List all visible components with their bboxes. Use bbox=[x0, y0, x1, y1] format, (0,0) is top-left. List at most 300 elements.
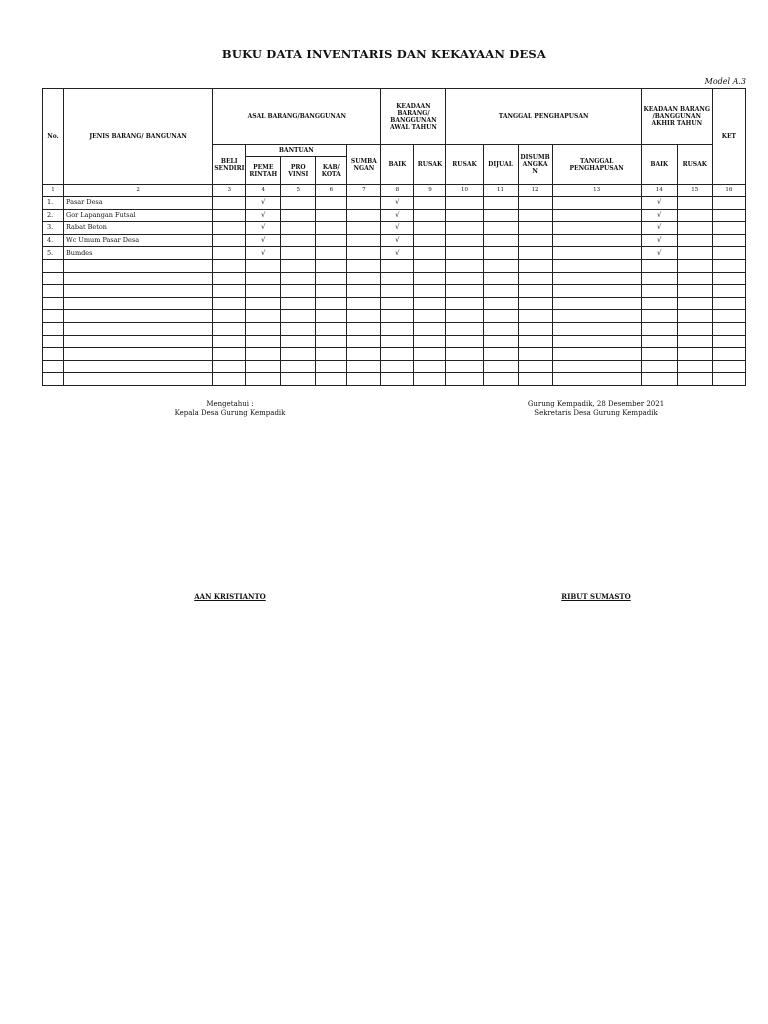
table-cell bbox=[246, 297, 281, 310]
table-cell bbox=[381, 285, 414, 298]
table-cell bbox=[483, 234, 518, 247]
table-cell bbox=[213, 209, 246, 222]
column-number: 8 bbox=[381, 185, 414, 197]
check-mark: √ bbox=[641, 209, 677, 222]
table-cell bbox=[641, 297, 677, 310]
table-cell bbox=[316, 297, 347, 310]
table-cell bbox=[213, 335, 246, 348]
table-cell bbox=[677, 234, 712, 247]
table-cell bbox=[677, 285, 712, 298]
table-cell bbox=[347, 297, 381, 310]
table-cell bbox=[213, 297, 246, 310]
signature-right-line2: Sekretaris Desa Gurung Kempadik bbox=[534, 409, 658, 417]
table-cell bbox=[446, 373, 483, 386]
header-beli-sendiri: BELI SENDIRI bbox=[213, 145, 246, 185]
table-cell bbox=[213, 247, 246, 260]
table-cell bbox=[483, 335, 518, 348]
table-cell bbox=[446, 209, 483, 222]
table-cell bbox=[712, 322, 745, 335]
row-number bbox=[43, 348, 64, 361]
table-cell bbox=[712, 209, 745, 222]
table-row bbox=[43, 222, 746, 235]
table-cell bbox=[446, 272, 483, 285]
table-cell bbox=[213, 222, 246, 235]
check-mark: √ bbox=[381, 247, 414, 260]
item-name bbox=[64, 310, 213, 323]
table-cell bbox=[712, 247, 745, 260]
table-cell bbox=[446, 285, 483, 298]
table-cell bbox=[483, 197, 518, 210]
row-number: 1. bbox=[43, 197, 64, 210]
check-mark: √ bbox=[246, 209, 281, 222]
row-number: 2. bbox=[43, 209, 64, 222]
header-jenis: JENIS BARANG/ BANGUNAN bbox=[64, 89, 213, 185]
table-cell bbox=[213, 285, 246, 298]
column-number: 9 bbox=[414, 185, 446, 197]
table-cell bbox=[281, 360, 316, 373]
table-cell bbox=[712, 348, 745, 361]
table-cell bbox=[552, 234, 641, 247]
table-cell bbox=[552, 373, 641, 386]
table-cell bbox=[518, 335, 552, 348]
row-number bbox=[43, 285, 64, 298]
table-cell bbox=[677, 335, 712, 348]
table-cell bbox=[414, 322, 446, 335]
header-sumbangan: SUMBA NGAN bbox=[347, 145, 381, 185]
table-cell bbox=[483, 222, 518, 235]
table-row bbox=[43, 285, 746, 298]
table-cell bbox=[246, 310, 281, 323]
column-number: 16 bbox=[712, 185, 745, 197]
table-cell bbox=[213, 259, 246, 272]
table-cell bbox=[414, 197, 446, 210]
row-number bbox=[43, 259, 64, 272]
column-number: 11 bbox=[483, 185, 518, 197]
table-cell bbox=[281, 222, 316, 235]
check-mark: √ bbox=[381, 234, 414, 247]
table-cell bbox=[316, 373, 347, 386]
header-asal: ASAL BARANG/BANGGUNAN bbox=[213, 89, 381, 145]
column-number: 1 bbox=[43, 185, 64, 197]
table-cell bbox=[281, 297, 316, 310]
row-number: 5. bbox=[43, 247, 64, 260]
table-cell bbox=[414, 348, 446, 361]
table-cell bbox=[641, 259, 677, 272]
table-cell bbox=[446, 335, 483, 348]
table-cell bbox=[246, 335, 281, 348]
column-number: 4 bbox=[246, 185, 281, 197]
table-cell bbox=[347, 335, 381, 348]
item-name bbox=[64, 322, 213, 335]
table-cell bbox=[518, 285, 552, 298]
inventory-table bbox=[42, 88, 746, 386]
item-name: Pasar Desa bbox=[64, 197, 213, 210]
table-cell bbox=[483, 373, 518, 386]
table-cell bbox=[641, 335, 677, 348]
table-cell bbox=[518, 272, 552, 285]
table-cell bbox=[446, 310, 483, 323]
table-cell bbox=[246, 360, 281, 373]
item-name bbox=[64, 272, 213, 285]
table-cell bbox=[347, 222, 381, 235]
table-row bbox=[43, 360, 746, 373]
table-cell bbox=[281, 247, 316, 260]
table-cell bbox=[316, 209, 347, 222]
table-cell bbox=[483, 247, 518, 260]
table-cell bbox=[213, 310, 246, 323]
table-cell bbox=[213, 373, 246, 386]
header-dijual: DIJUAL bbox=[483, 145, 518, 185]
table-cell bbox=[446, 297, 483, 310]
table-cell bbox=[381, 310, 414, 323]
table-cell bbox=[677, 310, 712, 323]
column-number-row bbox=[43, 185, 746, 197]
table-cell bbox=[712, 373, 745, 386]
check-mark: √ bbox=[381, 197, 414, 210]
table-cell bbox=[347, 272, 381, 285]
table-row bbox=[43, 335, 746, 348]
table-cell bbox=[414, 222, 446, 235]
table-cell bbox=[483, 310, 518, 323]
table-cell bbox=[641, 310, 677, 323]
table-cell bbox=[518, 322, 552, 335]
check-mark: √ bbox=[246, 247, 281, 260]
table-cell bbox=[483, 259, 518, 272]
table-cell bbox=[712, 310, 745, 323]
document-title: BUKU DATA INVENTARIS DAN KEKAYAAN DESA bbox=[221, 47, 547, 61]
table-cell bbox=[552, 348, 641, 361]
table-cell bbox=[281, 234, 316, 247]
signatory-right-name: RIBUT SUMASTO bbox=[561, 592, 631, 601]
table-row bbox=[43, 297, 746, 310]
table-cell bbox=[483, 209, 518, 222]
table-cell bbox=[316, 234, 347, 247]
column-number: 2 bbox=[64, 185, 213, 197]
table-cell bbox=[552, 272, 641, 285]
table-cell bbox=[316, 197, 347, 210]
table-cell bbox=[641, 285, 677, 298]
table-cell bbox=[316, 259, 347, 272]
check-mark: √ bbox=[641, 197, 677, 210]
table-cell bbox=[213, 197, 246, 210]
header-disumbangkan: DISUMB ANGKA N bbox=[518, 145, 552, 185]
table-cell bbox=[316, 272, 347, 285]
signature-right-line1: Gurung Kempadik, 28 Desember 2021 bbox=[527, 400, 665, 408]
check-mark: √ bbox=[246, 197, 281, 210]
item-name bbox=[64, 259, 213, 272]
column-number: 12 bbox=[518, 185, 552, 197]
table-cell bbox=[381, 335, 414, 348]
table-cell bbox=[281, 335, 316, 348]
table-row bbox=[43, 310, 746, 323]
item-name bbox=[64, 285, 213, 298]
header-keadaan-akhir: KEADAAN BARANG /BANGGUNAN AKHIR TAHUN bbox=[641, 89, 712, 145]
table-cell bbox=[483, 272, 518, 285]
table-cell bbox=[518, 234, 552, 247]
table-cell bbox=[712, 297, 745, 310]
table-cell bbox=[518, 247, 552, 260]
table-cell bbox=[518, 209, 552, 222]
table-cell bbox=[316, 222, 347, 235]
table-cell bbox=[246, 322, 281, 335]
check-mark: √ bbox=[246, 222, 281, 235]
table-cell bbox=[677, 373, 712, 386]
table-cell bbox=[281, 209, 316, 222]
table-cell bbox=[712, 222, 745, 235]
column-number: 14 bbox=[641, 185, 677, 197]
table-cell bbox=[641, 360, 677, 373]
table-cell bbox=[414, 247, 446, 260]
header-bantuan: BANTUAN bbox=[246, 145, 347, 157]
table-cell bbox=[446, 259, 483, 272]
table-cell bbox=[446, 234, 483, 247]
table-row bbox=[43, 373, 746, 386]
signature-left-line1: Mengetahui : bbox=[206, 400, 254, 408]
table-cell bbox=[414, 209, 446, 222]
table-cell bbox=[446, 322, 483, 335]
table-cell bbox=[677, 322, 712, 335]
item-name bbox=[64, 348, 213, 361]
table-cell bbox=[712, 259, 745, 272]
check-mark: √ bbox=[641, 247, 677, 260]
row-number bbox=[43, 373, 64, 386]
table-cell bbox=[316, 247, 347, 260]
table-cell bbox=[347, 209, 381, 222]
header-rusak-penghapusan: RUSAK bbox=[446, 145, 483, 185]
table-cell bbox=[414, 285, 446, 298]
table-row bbox=[43, 197, 746, 210]
column-number: 3 bbox=[213, 185, 246, 197]
table-cell bbox=[347, 348, 381, 361]
table-cell bbox=[712, 360, 745, 373]
table-cell bbox=[347, 322, 381, 335]
table-cell bbox=[281, 285, 316, 298]
table-cell bbox=[552, 197, 641, 210]
table-cell bbox=[246, 285, 281, 298]
column-number: 15 bbox=[677, 185, 712, 197]
table-cell bbox=[347, 310, 381, 323]
table-cell bbox=[316, 285, 347, 298]
column-number: 7 bbox=[347, 185, 381, 197]
table-cell bbox=[246, 272, 281, 285]
table-cell bbox=[347, 373, 381, 386]
table-cell bbox=[712, 272, 745, 285]
table-cell bbox=[316, 310, 347, 323]
table-cell bbox=[483, 297, 518, 310]
table-cell bbox=[518, 297, 552, 310]
table-cell bbox=[446, 197, 483, 210]
table-cell bbox=[552, 209, 641, 222]
row-number bbox=[43, 322, 64, 335]
table-cell bbox=[712, 197, 745, 210]
table-cell bbox=[281, 272, 316, 285]
check-mark: √ bbox=[641, 234, 677, 247]
table-cell bbox=[347, 259, 381, 272]
check-mark: √ bbox=[641, 222, 677, 235]
table-cell bbox=[677, 360, 712, 373]
table-cell bbox=[552, 335, 641, 348]
table-cell bbox=[414, 234, 446, 247]
table-cell bbox=[281, 348, 316, 361]
table-cell bbox=[552, 322, 641, 335]
table-cell bbox=[483, 360, 518, 373]
table-cell bbox=[641, 373, 677, 386]
table-cell bbox=[246, 348, 281, 361]
table-cell bbox=[414, 335, 446, 348]
item-name: Bumdes bbox=[64, 247, 213, 260]
table-cell bbox=[381, 322, 414, 335]
table-cell bbox=[381, 297, 414, 310]
header-provinsi: PRO VINSI bbox=[281, 157, 316, 185]
table-cell bbox=[381, 348, 414, 361]
row-number: 4. bbox=[43, 234, 64, 247]
table-cell bbox=[552, 285, 641, 298]
table-cell bbox=[641, 272, 677, 285]
table-cell bbox=[213, 322, 246, 335]
model-label: Model A.3 bbox=[704, 77, 746, 86]
item-name: Gor Lapangan Futsal bbox=[64, 209, 213, 222]
table-row bbox=[43, 259, 746, 272]
table-cell bbox=[281, 259, 316, 272]
header-tanggal-penghapusan: TANGGAL PENGHAPUSAN bbox=[446, 89, 641, 145]
table-cell bbox=[552, 360, 641, 373]
table-cell bbox=[213, 234, 246, 247]
header-kab-kota: KAB/ KOTA bbox=[316, 157, 347, 185]
table-cell bbox=[677, 209, 712, 222]
table-cell bbox=[446, 222, 483, 235]
table-cell bbox=[446, 348, 483, 361]
table-cell bbox=[281, 197, 316, 210]
table-cell bbox=[414, 373, 446, 386]
table-cell bbox=[316, 348, 347, 361]
table-cell bbox=[518, 310, 552, 323]
table-cell bbox=[446, 360, 483, 373]
table-cell bbox=[483, 322, 518, 335]
table-cell bbox=[381, 272, 414, 285]
row-number bbox=[43, 297, 64, 310]
table-cell bbox=[483, 348, 518, 361]
item-name bbox=[64, 360, 213, 373]
table-cell bbox=[677, 272, 712, 285]
table-cell bbox=[518, 348, 552, 361]
table-cell bbox=[518, 360, 552, 373]
check-mark: √ bbox=[381, 222, 414, 235]
item-name bbox=[64, 297, 213, 310]
signature-right-block bbox=[496, 400, 696, 418]
table-row bbox=[43, 247, 746, 260]
table-cell bbox=[281, 322, 316, 335]
table-cell bbox=[381, 373, 414, 386]
table-cell bbox=[414, 310, 446, 323]
header-tanggal-penghapusan-sub: TANGGAL PENGHAPUSAN bbox=[552, 145, 641, 185]
table-cell bbox=[347, 247, 381, 260]
column-number: 5 bbox=[281, 185, 316, 197]
column-number: 10 bbox=[446, 185, 483, 197]
table-cell bbox=[641, 348, 677, 361]
table-cell bbox=[677, 348, 712, 361]
table-row bbox=[43, 322, 746, 335]
table-cell bbox=[281, 310, 316, 323]
table-cell bbox=[316, 335, 347, 348]
table-cell bbox=[712, 335, 745, 348]
row-number bbox=[43, 360, 64, 373]
table-cell bbox=[518, 373, 552, 386]
table-cell bbox=[316, 360, 347, 373]
header-baik-awal: BAIK bbox=[381, 145, 414, 185]
table-cell bbox=[677, 197, 712, 210]
table-cell bbox=[712, 285, 745, 298]
table-cell bbox=[677, 297, 712, 310]
table-cell bbox=[414, 272, 446, 285]
table-cell bbox=[347, 360, 381, 373]
table-row bbox=[43, 209, 746, 222]
check-mark: √ bbox=[246, 234, 281, 247]
table-row bbox=[43, 348, 746, 361]
table-cell bbox=[446, 247, 483, 260]
signatory-left-name: AAN KRISTIANTO bbox=[194, 592, 266, 601]
row-number bbox=[43, 310, 64, 323]
table-cell bbox=[677, 247, 712, 260]
table-cell bbox=[347, 197, 381, 210]
table-cell bbox=[246, 259, 281, 272]
table-cell bbox=[381, 259, 414, 272]
table-cell bbox=[641, 322, 677, 335]
check-mark: √ bbox=[381, 209, 414, 222]
table-cell bbox=[414, 297, 446, 310]
table-cell bbox=[246, 373, 281, 386]
header-pemerintah: PEME RINTAH bbox=[246, 157, 281, 185]
table-cell bbox=[483, 285, 518, 298]
header-ket: KET bbox=[712, 89, 745, 185]
table-cell bbox=[518, 259, 552, 272]
table-cell bbox=[213, 360, 246, 373]
table-cell bbox=[552, 297, 641, 310]
table-cell bbox=[316, 322, 347, 335]
table-cell bbox=[381, 360, 414, 373]
column-number: 6 bbox=[316, 185, 347, 197]
table-cell bbox=[677, 222, 712, 235]
signature-left-line2: Kepala Desa Gurung Kempadik bbox=[174, 409, 286, 417]
item-name bbox=[64, 373, 213, 386]
header-rusak-akhir: RUSAK bbox=[677, 145, 712, 185]
item-name: Wc Umum Pasar Desa bbox=[64, 234, 213, 247]
table-row bbox=[43, 234, 746, 247]
row-number bbox=[43, 272, 64, 285]
table-cell bbox=[414, 360, 446, 373]
header-rusak-awal: RUSAK bbox=[414, 145, 446, 185]
table-row bbox=[43, 272, 746, 285]
item-name bbox=[64, 335, 213, 348]
item-name: Rabat Beton bbox=[64, 222, 213, 235]
table-cell bbox=[213, 348, 246, 361]
table-cell bbox=[414, 259, 446, 272]
table-cell bbox=[347, 285, 381, 298]
header-no: No. bbox=[43, 89, 64, 185]
table-cell bbox=[281, 373, 316, 386]
table-cell bbox=[347, 234, 381, 247]
table-cell bbox=[552, 247, 641, 260]
table-cell bbox=[552, 310, 641, 323]
table-cell bbox=[677, 259, 712, 272]
inventory-body bbox=[43, 197, 746, 386]
row-number bbox=[43, 335, 64, 348]
table-cell bbox=[518, 197, 552, 210]
table-cell bbox=[552, 222, 641, 235]
table-cell bbox=[552, 259, 641, 272]
table-cell bbox=[213, 272, 246, 285]
column-number: 13 bbox=[552, 185, 641, 197]
table-cell bbox=[518, 222, 552, 235]
